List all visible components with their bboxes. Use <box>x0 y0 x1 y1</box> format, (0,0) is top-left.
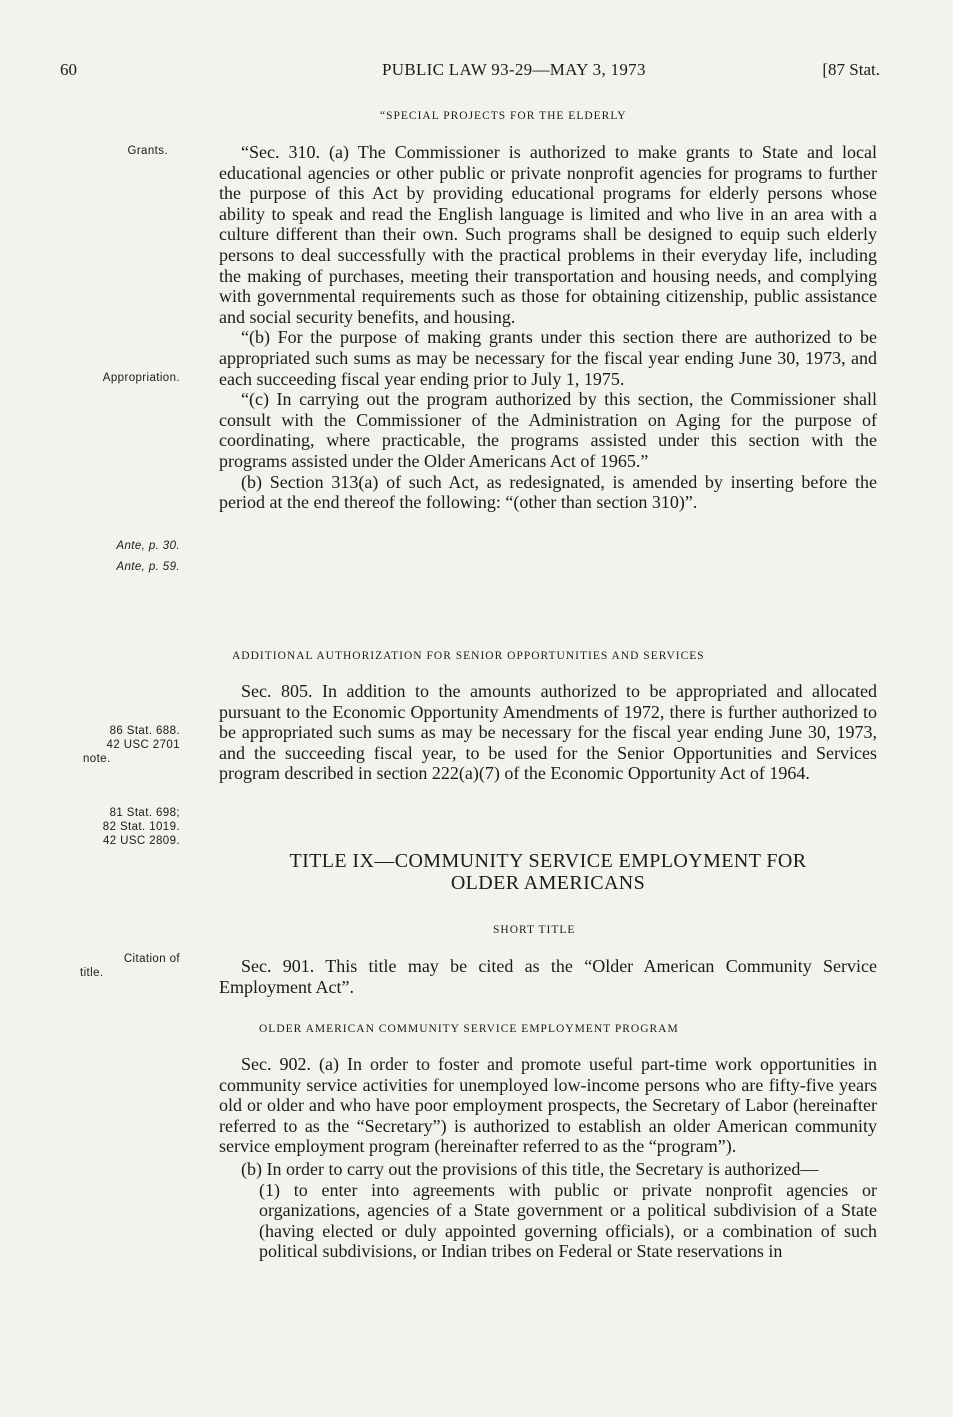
running-title: PUBLIC LAW 93-29—MAY 3, 1973 <box>382 60 646 79</box>
paragraph-902a: Sec. 902. (a) In order to foster and promote useful part-time work opportunities in community service activities for unemployed low-income persons who are fifty-five years old or older and who have poor employment prospects, the Secretary of Labor (hereinafter referred to as the “Secretary”) is authorized to establish an older American community service employment program (hereinafter referred to as the “program”). <box>219 1054 877 1157</box>
paragraph-805: Sec. 805. In addition to the amounts authorized to be appropriated and allocated pursuant to the Economic Opportunity Amendments of 1972, there is further authorized to be appropriated such sums as may be necessary for the fiscal year ending June 30, 1973, and the succeeding fiscal year, to be used for the Senior Opportunities and Services program described in section 222(a)(7) of the Economic Opportunity Act of 1964. <box>219 681 877 784</box>
margin-note-ante-30: Ante, p. 30. <box>116 540 180 552</box>
margin-note-line: 81 Stat. 698; <box>109 807 180 819</box>
section-heading-program: OLDER AMERICAN COMMUNITY SERVICE EMPLOYMENT PROGRAM <box>259 1023 679 1035</box>
margin-note-line: 82 Stat. 1019. <box>102 821 180 833</box>
margin-note-appropriation: Appropriation. <box>102 372 180 384</box>
paragraph-310c: “(c) In carrying out the program authorized by this section, the Commissioner shall consult with the Commissioner of the Administration on Aging for the purpose of coordinating, where practicable, the programs assisted under this section with the programs assisted under the Older Americans Act of 1965.” <box>219 389 877 471</box>
statute-reference: [87 Stat. <box>822 60 880 79</box>
paragraph-313: (b) Section 313(a) of such Act, as redesignated, is amended by inserting before the period at the end thereof the following: “(other than section 310)”. <box>219 471 877 513</box>
margin-note-line: 42 USC 2809. <box>102 835 180 847</box>
section-310-text <box>219 142 877 513</box>
page-number: 60 <box>60 60 77 79</box>
margin-note-line: note. <box>83 753 111 765</box>
paragraph-310a: “Sec. 310. (a) The Commissioner is authorized to make grants to State and local educational agencies or other public or private nonprofit agencies for programs to further the purpose of this Act by providing educational programs for elderly persons whose ability to speak and read the English language is limited and who live in an area with a culture different than their own. Such programs shall be designed to equip such elderly persons to deal successfully with the practical problems in their everyday life, including the making of purchases, meeting their transportation and housing needs, and complying with governmental requirements such as those for obtaining citizenship, public assistance and social security benefits, and housing. <box>219 142 877 327</box>
section-heading-additional: ADDITIONAL AUTHORIZATION FOR SENIOR OPPORTUNITIES AND SERVICES <box>232 650 705 662</box>
section-805-text <box>219 681 877 784</box>
paragraph-902b1: (1) to enter into agreements with public or private nonprofit agencies or organizations, agencies of a State government or a political subdivision of a State (having elected or duly appointed governing officials), or a combination of such political subdivisions, or Indian tribes on Federal or State reservations in <box>259 1179 877 1262</box>
paragraph-310b: “(b) For the purpose of making grants under this section there are authorized to be appropriated such sums as may be necessary for the fiscal year ending June 30, 1973, and each succeeding fiscal year ending prior to July 1, 1975. <box>219 327 877 389</box>
margin-note-line: 42 USC 2701 <box>106 739 180 751</box>
page-header <box>60 60 880 82</box>
margin-note-ante-59: Ante, p. 59. <box>116 561 180 573</box>
section-heading-special-projects: “SPECIAL PROJECTS FOR THE ELDERLY <box>380 110 627 122</box>
section-heading-short-title: SHORT TITLE <box>493 924 576 936</box>
margin-note-81-stat <box>68 806 180 848</box>
paragraph-902b1-wrap <box>219 1180 877 1262</box>
title-ix-line: OLDER AMERICANS <box>450 872 646 894</box>
section-902-text <box>219 1054 877 1262</box>
margin-note-86-stat <box>68 724 180 766</box>
margin-note-line: title. <box>80 967 104 979</box>
title-ix-line: TITLE IX—COMMUNITY SERVICE EMPLOYMENT FOR <box>289 850 807 872</box>
margin-note-line: 86 Stat. 688. <box>109 725 180 737</box>
title-ix-heading <box>219 850 877 894</box>
margin-note-line: Citation of <box>123 953 180 965</box>
margin-note-citation <box>68 952 180 980</box>
margin-note-grants: Grants. <box>127 145 168 157</box>
paragraph-901: Sec. 901. This title may be cited as the “Older American Community Service Employment Act”. <box>219 956 877 997</box>
paragraph-902b: (b) In order to carry out the provisions of this title, the Secretary is authorized— <box>241 1158 819 1179</box>
section-901-text <box>219 956 877 997</box>
